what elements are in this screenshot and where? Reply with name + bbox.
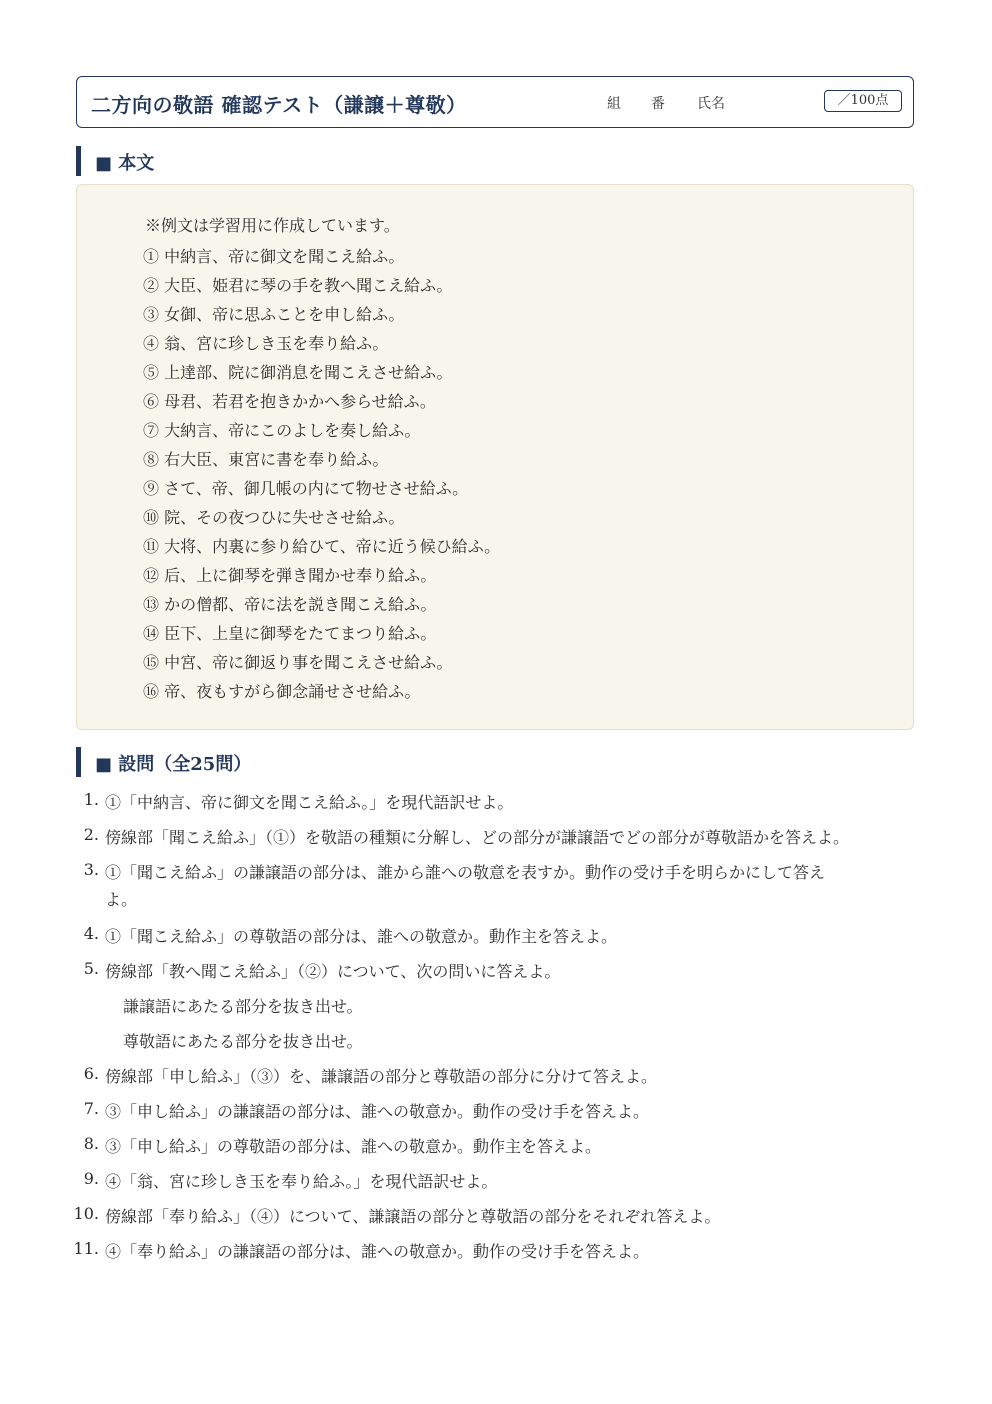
number-label: 番: [651, 96, 665, 112]
question-text: ④「奉り給ふ」の謙譲語の部分は、誰への敬意か。動作の受け手を答えよ。: [105, 1242, 650, 1261]
question-text: ①「聞こえ給ふ」の謙譲語の部分は、誰から誰への敬意を表すか。動作の受け手を明らかにして答え: [105, 863, 826, 882]
question-text: ③「申し給ふ」の謙譲語の部分は、誰への敬意か。動作の受け手を答えよ。: [105, 1102, 650, 1121]
question-number: 11.: [73, 1239, 99, 1258]
question-text: 傍線部「申し給ふ」（③）を、謙譲語の部分と尊敬語の部分に分けて答えよ。: [105, 1067, 658, 1086]
section-honbun-heading: ■ 本文: [95, 153, 155, 174]
question-text: 傍線部「奉り給ふ」（④）について、謙譲語の部分と尊敬語の部分をそれぞれ答えよ。: [105, 1207, 721, 1226]
question-number: 5.: [83, 959, 99, 978]
honbun-textbox: [76, 184, 914, 730]
question-text: 傍線部「聞こえ給ふ」（①）を敬語の種類に分解し、どの部分が謙譲語でどの部分が尊敬語かを答えよ。: [105, 828, 850, 847]
question-number: 4.: [83, 924, 99, 943]
sentence-item: ⑩ 院、その夜つひに失せさせ給ふ。: [143, 508, 405, 527]
question-text-continued: よ。: [105, 890, 138, 909]
question-text: ④「翁、宮に珍しき玉を奉り給ふ。」を現代語訳せよ。: [105, 1172, 498, 1191]
question-text: ③「申し給ふ」の尊敬語の部分は、誰への敬意か。動作主を答えよ。: [105, 1137, 602, 1156]
sentence-item: ④ 翁、宮に珍しき玉を奉り給ふ。: [143, 334, 389, 353]
question-number: 9.: [83, 1169, 99, 1188]
sentence-item: ② 大臣、姫君に琴の手を教へ聞こえ給ふ。: [143, 276, 453, 295]
sentence-item: ⑧ 右大臣、東宮に書を奉り給ふ。: [143, 450, 389, 469]
sentence-item: ⑦ 大納言、帝にこのよしを奏し給ふ。: [143, 421, 421, 440]
sentence-item: ⑫ 后、上に御琴を弾き聞かせ奉り給ふ。: [143, 566, 437, 585]
section-honbun: [76, 146, 476, 176]
question-number: 8.: [83, 1134, 99, 1153]
question-number: 7.: [83, 1099, 99, 1118]
question-number: 6.: [83, 1064, 99, 1083]
sentence-item: ③ 女御、帝に思ふことを申し給ふ。: [143, 305, 405, 324]
section-questions-heading: ■ 設問（全25問）: [95, 754, 252, 775]
question-number: 2.: [83, 825, 99, 844]
honbun-note: ※例文は学習用に作成しています。: [145, 216, 400, 235]
page-title: 二方向の敬語 確認テスト（謙譲＋尊敬）: [91, 93, 467, 117]
sentence-item: ⑨ さて、帝、御几帳の内にて物せさせ給ふ。: [143, 479, 469, 498]
sub-question: 尊敬語にあたる部分を抜き出せ。: [123, 1032, 363, 1051]
question-text: ①「中納言、帝に御文を聞こえ給ふ。」を現代語訳せよ。: [105, 793, 514, 812]
question-text: ①「聞こえ給ふ」の尊敬語の部分は、誰への敬意か。動作主を答えよ。: [105, 927, 618, 946]
section-questions: [76, 747, 476, 777]
sentence-item: ⑯ 帝、夜もすがら御念誦せさせ給ふ。: [143, 682, 421, 701]
test-header: [76, 76, 914, 128]
class-label: 組: [607, 96, 621, 112]
sub-question: 謙譲語にあたる部分を抜き出せ。: [123, 997, 363, 1016]
question-text: 傍線部「教へ聞こえ給ふ」（②）について、次の問いに答えよ。: [105, 962, 561, 981]
question-number: 10.: [73, 1204, 99, 1223]
sentence-item: ① 中納言、帝に御文を聞こえ給ふ。: [143, 247, 405, 266]
sentence-item: ⑤ 上達部、院に御消息を聞こえさせ給ふ。: [143, 363, 453, 382]
sentence-item: ⑮ 中宮、帝に御返り事を聞こえさせ給ふ。: [143, 653, 453, 672]
sentence-list: [143, 242, 500, 706]
sentence-item: ⑥ 母君、若君を抱きかかへ参らせ給ふ。: [143, 392, 436, 411]
name-label: 氏名: [697, 96, 725, 112]
question-number: 1.: [83, 790, 99, 809]
question-number: 3.: [83, 860, 99, 879]
score-box: ／100点: [824, 90, 902, 112]
sentence-item: ⑭ 臣下、上皇に御琴をたてまつり給ふ。: [143, 624, 437, 643]
sentence-item: ⑬ かの僧都、帝に法を説き聞こえ給ふ。: [143, 595, 437, 614]
sentence-item: ⑪ 大将、内裏に参り給ひて、帝に近う候ひ給ふ。: [143, 537, 501, 556]
